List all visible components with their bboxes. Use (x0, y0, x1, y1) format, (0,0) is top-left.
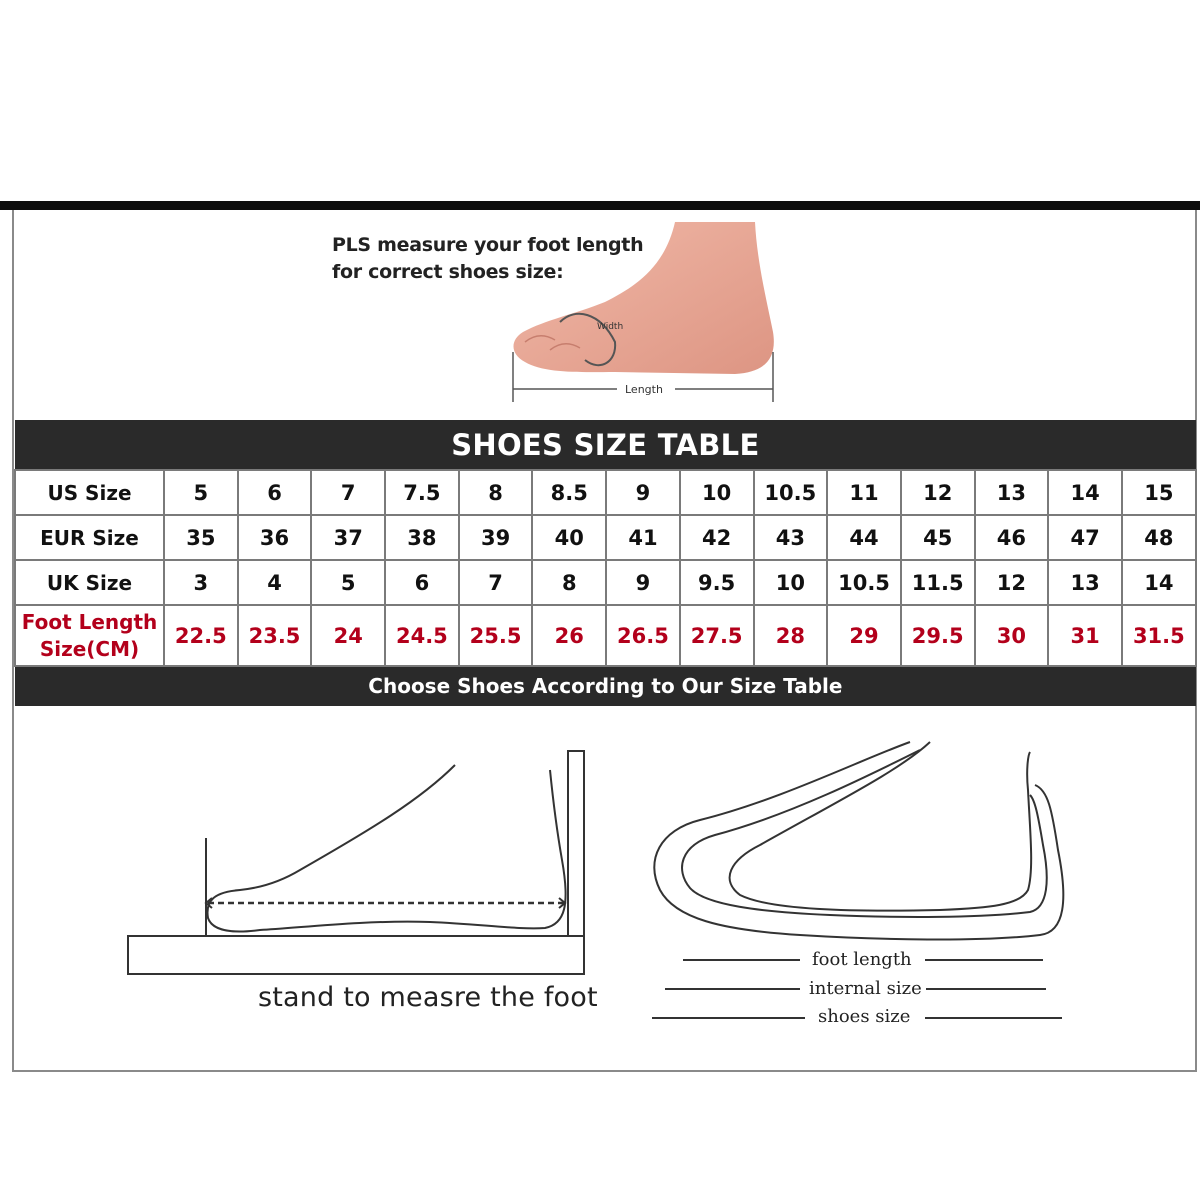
size-cell: 13 (975, 470, 1049, 515)
table-row-eur (15, 515, 1196, 560)
size-cell: 24 (311, 605, 385, 666)
size-cell: 8 (532, 560, 606, 605)
size-cell: 26.5 (606, 605, 680, 666)
size-cell: 46 (975, 515, 1049, 560)
size-cell: 4 (238, 560, 312, 605)
foot-measurement-illustration (505, 222, 785, 407)
size-cell: 39 (459, 515, 533, 560)
table-title: SHOES SIZE TABLE (15, 421, 1196, 471)
foot-length-label: foot length (808, 949, 916, 970)
size-cell: 8.5 (532, 470, 606, 515)
size-cell: 9 (606, 560, 680, 605)
size-cell: 14 (1048, 470, 1122, 515)
size-cell: 37 (311, 515, 385, 560)
size-cell: 11.5 (901, 560, 975, 605)
table-caption: Choose Shoes According to Our Size Table (15, 666, 1196, 706)
size-cell: 30 (975, 605, 1049, 666)
size-cell: 44 (827, 515, 901, 560)
shoe-size-table (14, 420, 1197, 706)
size-cell: 41 (606, 515, 680, 560)
size-cell: 5 (164, 470, 238, 515)
size-cell: 31.5 (1122, 605, 1196, 666)
instruction-line-2: for correct shoes size: (332, 261, 564, 283)
size-cell: 27.5 (680, 605, 754, 666)
stand-measure-caption: stand to measre the foot (258, 982, 598, 1013)
size-cell: 6 (385, 560, 459, 605)
size-cell: 7 (459, 560, 533, 605)
size-cell: 6 (238, 470, 312, 515)
size-cell: 10.5 (827, 560, 901, 605)
row-label-line-2: Size(CM) (39, 636, 140, 661)
size-cell: 47 (1048, 515, 1122, 560)
size-cell: 9 (606, 470, 680, 515)
size-cell: 29 (827, 605, 901, 666)
size-cell: 3 (164, 560, 238, 605)
size-cell: 31 (1048, 605, 1122, 666)
size-cell: 38 (385, 515, 459, 560)
size-cell: 42 (680, 515, 754, 560)
size-cell: 9.5 (680, 560, 754, 605)
size-cell: 10 (680, 470, 754, 515)
instruction-line-1: PLS measure your foot length (332, 234, 644, 256)
foot-shape (513, 222, 773, 374)
size-cell: 35 (164, 515, 238, 560)
size-cell: 8 (459, 470, 533, 515)
row-label-line-1: Foot Length (21, 609, 158, 634)
size-cell: 10 (754, 560, 828, 605)
row-label (15, 605, 164, 666)
shoes-size-label: shoes size (814, 1006, 914, 1027)
table-row-foot-length (15, 605, 1196, 666)
size-cell: 5 (311, 560, 385, 605)
size-cell: 10.5 (754, 470, 828, 515)
size-cell: 25.5 (459, 605, 533, 666)
table-row-us (15, 470, 1196, 515)
row-label: UK Size (15, 560, 164, 605)
size-cell: 45 (901, 515, 975, 560)
size-cell: 43 (754, 515, 828, 560)
size-cell: 48 (1122, 515, 1196, 560)
size-cell: 12 (901, 470, 975, 515)
table-row-uk (15, 560, 1196, 605)
size-cell: 11 (827, 470, 901, 515)
size-cell: 22.5 (164, 605, 238, 666)
table-caption-row (15, 666, 1196, 706)
internal-size-label: internal size (805, 978, 926, 999)
width-label: Width (597, 322, 624, 332)
size-cell: 24.5 (385, 605, 459, 666)
size-cell: 29.5 (901, 605, 975, 666)
size-cell: 28 (754, 605, 828, 666)
size-cell: 36 (238, 515, 312, 560)
size-cell: 14 (1122, 560, 1196, 605)
size-cell: 15 (1122, 470, 1196, 515)
row-label: EUR Size (15, 515, 164, 560)
size-cell: 40 (532, 515, 606, 560)
size-cell: 26 (532, 605, 606, 666)
size-cell: 23.5 (238, 605, 312, 666)
size-cell: 7.5 (385, 470, 459, 515)
size-cell: 12 (975, 560, 1049, 605)
size-cell: 7 (311, 470, 385, 515)
row-label: US Size (15, 470, 164, 515)
length-label: Length (625, 383, 663, 396)
size-cell: 13 (1048, 560, 1122, 605)
top-divider (0, 201, 1200, 210)
